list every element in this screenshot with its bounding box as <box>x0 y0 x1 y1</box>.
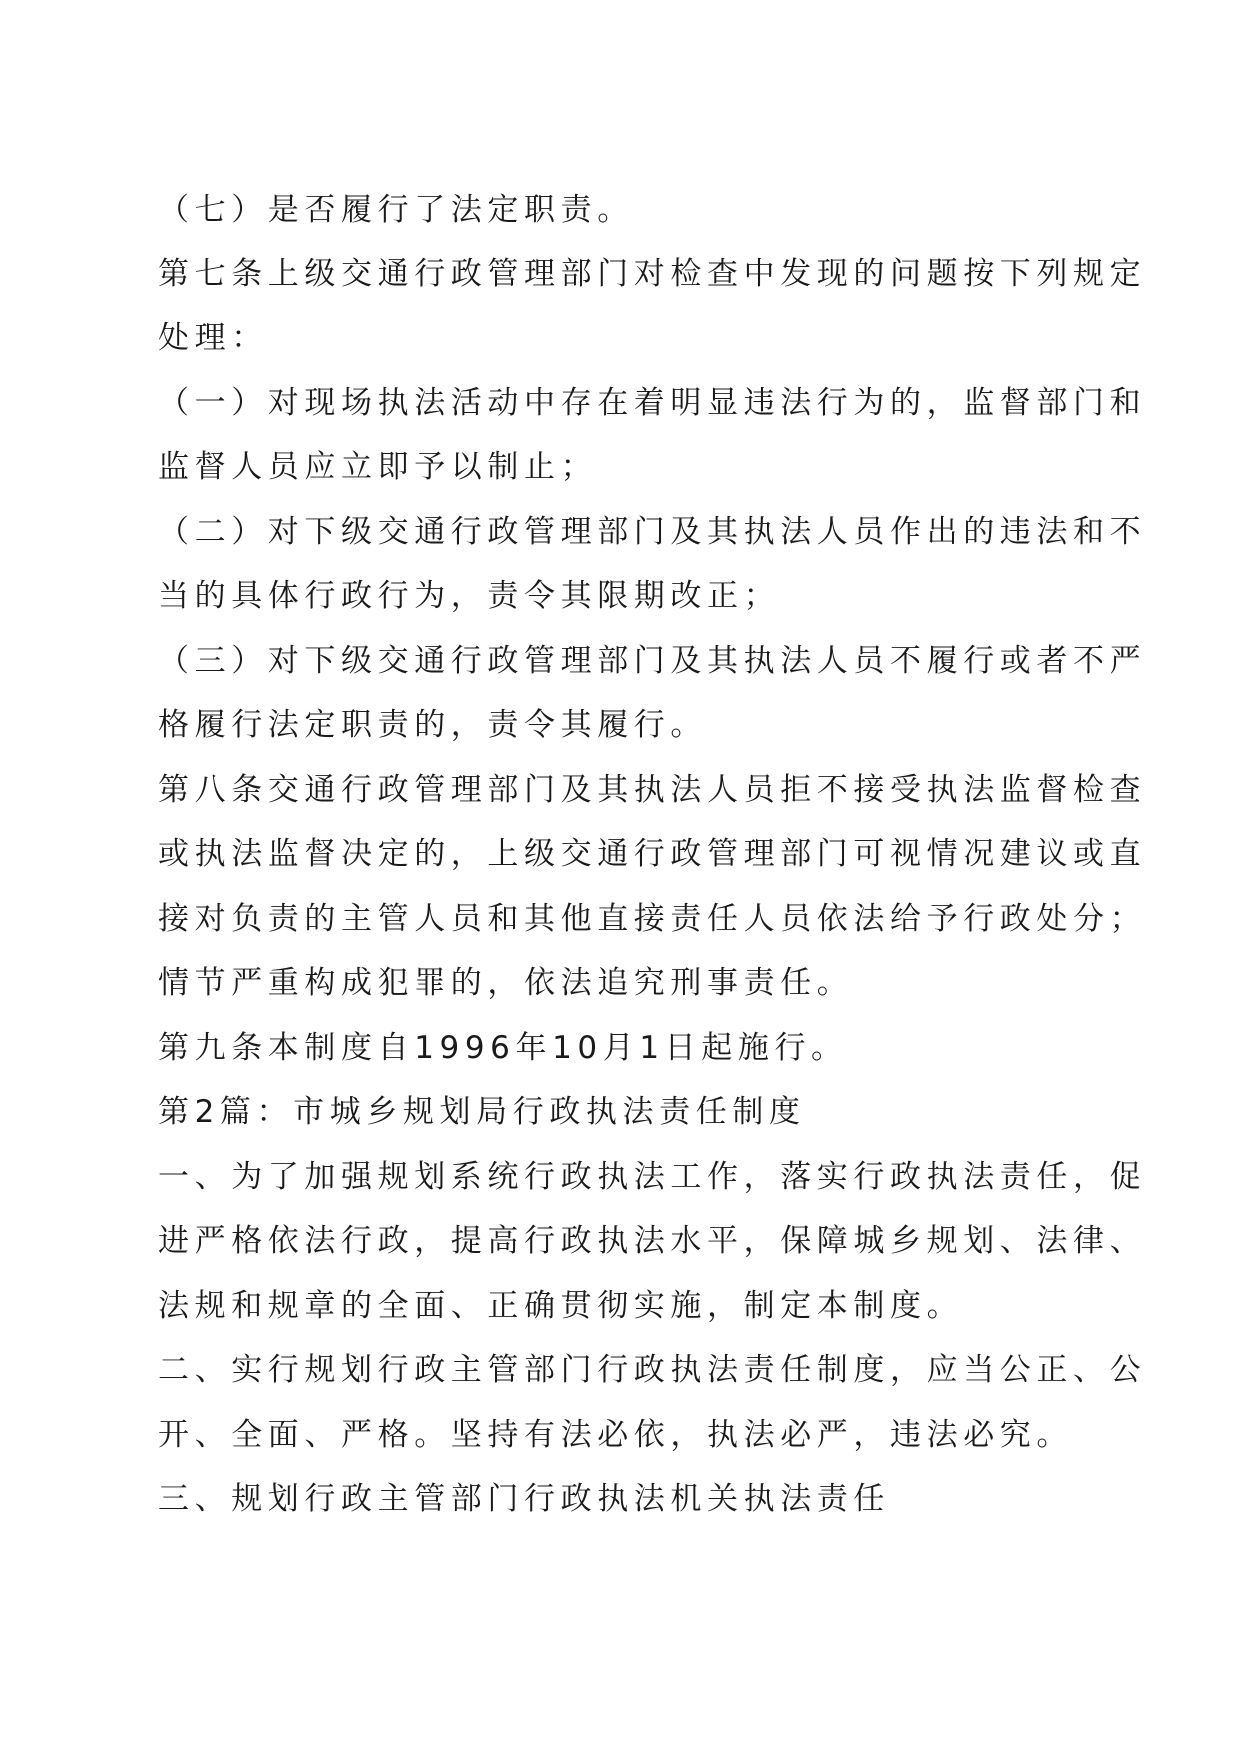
text-line: 情节严重构成犯罪的，依法追究刑事责任。 <box>158 965 854 1001</box>
text-line: 三、规划行政主管部门行政执法机关执法责任 <box>158 1481 890 1517</box>
text-line: 监督人员应立即予以制止； <box>158 449 598 485</box>
text-line: 或执法监督决定的，上级交通行政管理部门可视情况建议或直 <box>158 836 1147 872</box>
text-line: 当的具体行政行为，责令其限期改正； <box>158 578 781 614</box>
text-line: 第八条交通行政管理部门及其执法人员拒不接受执法监督检查 <box>158 772 1147 808</box>
text-line: 接对负责的主管人员和其他直接责任人员依法给予行政处分； <box>158 901 1147 937</box>
text-line: 处理： <box>158 320 268 356</box>
text-line: 进严格依法行政，提高行政执法水平，保障城乡规划、法律、 <box>158 1223 1147 1259</box>
text-line: （二）对下级交通行政管理部门及其执法人员作出的违法和不 <box>158 514 1147 550</box>
text-line: 法规和规章的全面、正确贯彻实施，制定本制度。 <box>158 1288 964 1324</box>
text-line: 第九条本制度自1996年10月1日起施行。 <box>158 1030 848 1066</box>
text-line: 一、为了加强规划系统行政执法工作，落实行政执法责任，促 <box>158 1159 1147 1195</box>
text-line: 第七条上级交通行政管理部门对检查中发现的问题按下列规定 <box>158 256 1147 292</box>
text-line: （三）对下级交通行政管理部门及其执法人员不履行或者不严 <box>158 643 1147 679</box>
section-heading: 第2篇：市城乡规划局行政执法责任制度 <box>158 1094 806 1130</box>
text-line: 格履行法定职责的，责令其履行。 <box>158 707 707 743</box>
text-line: 二、实行规划行政主管部门行政执法责任制度，应当公正、公 <box>158 1352 1147 1388</box>
text-line: （七）是否履行了法定职责。 <box>158 192 634 228</box>
text-line: 开、全面、严格。坚持有法必依，执法必严，违法必究。 <box>158 1417 1073 1453</box>
text-line: （一）对现场执法活动中存在着明显违法行为的，监督部门和 <box>158 385 1147 421</box>
